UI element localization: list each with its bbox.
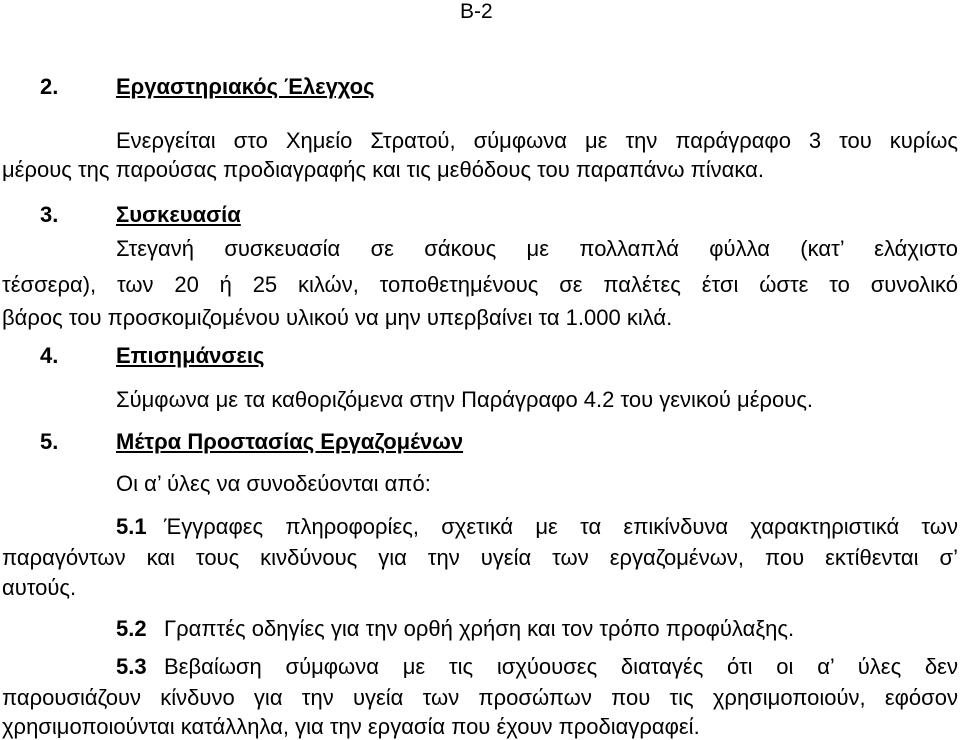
item-5-3-number: 5.3: [116, 654, 147, 679]
page-reference: B-2: [460, 0, 493, 23]
section-3-line-3: βάρος του προσκομιζομένου υλικού να μην υπερβαίνει τα 1.000 κιλά.: [2, 305, 673, 330]
section-3-line-1: Στεγανή συσκευασία σε σάκους με πολλαπλά φύλλα (κατ’ ελάχιστο: [116, 236, 958, 261]
item-5-3-line-2: παρουσιάζουν κίνδυνο για την υγεία των προσώπων που τις χρησιμοποιούν, εφόσον: [2, 685, 958, 710]
item-5-3-line-3: χρησιμοποιούνται κατάλληλα, για την εργασία που έχουν προδιαγραφεί.: [2, 714, 700, 739]
item-5-1-line-1: Έγγραφες πληροφορίες, σχετικά με τα επικίνδυνα χαρακτηριστικά των: [164, 514, 958, 539]
item-5-1-number: 5.1: [116, 514, 147, 539]
section-5-intro: Οι α’ ύλες να συνοδεύονται από:: [116, 471, 431, 496]
section-3-heading: Συσκευασία: [116, 202, 241, 227]
section-5-heading: Μέτρα Προστασίας Εργαζομένων: [116, 429, 464, 454]
section-2-number: 2.: [40, 74, 59, 99]
section-4-heading: Επισημάνσεις: [116, 343, 265, 368]
section-2-heading: Εργαστηριακός Έλεγχος: [116, 74, 375, 99]
section-3-line-2: τέσσερα), των 20 ή 25 κιλών, τοποθετημένους σε παλέτες έτσι ώστε το συνολικό: [2, 272, 958, 297]
section-2-line-2: μέρους της παρούσας προδιαγραφής και τις μεθόδους του παραπάνω πίνακα.: [2, 157, 764, 182]
item-5-3-line-1: Βεβαίωση σύμφωνα με τις ισχύουσες διαταγές ότι οι α’ ύλες δεν: [164, 654, 958, 679]
item-5-1-line-3: αυτούς.: [2, 575, 77, 600]
section-3-number: 3.: [40, 202, 59, 227]
item-5-1-line-2: παραγόντων και τους κινδύνους για την υγεία των εργαζομένων, που εκτίθενται σ’: [2, 545, 958, 570]
item-5-2-number: 5.2: [116, 616, 147, 641]
section-4-line-1: Σύμφωνα με τα καθοριζόμενα στην Παράγραφο 4.2 του γενικού μέρους.: [116, 387, 814, 412]
section-4-number: 4.: [40, 343, 59, 368]
section-2-line-1: Ενεργείται στο Χημείο Στρατού, σύμφωνα με την παράγραφο 3 του κυρίως: [116, 128, 958, 153]
section-5-number: 5.: [40, 429, 59, 454]
item-5-2-line-1: Γραπτές οδηγίες για την ορθή χρήση και τον τρόπο προφύλαξης.: [164, 616, 795, 641]
